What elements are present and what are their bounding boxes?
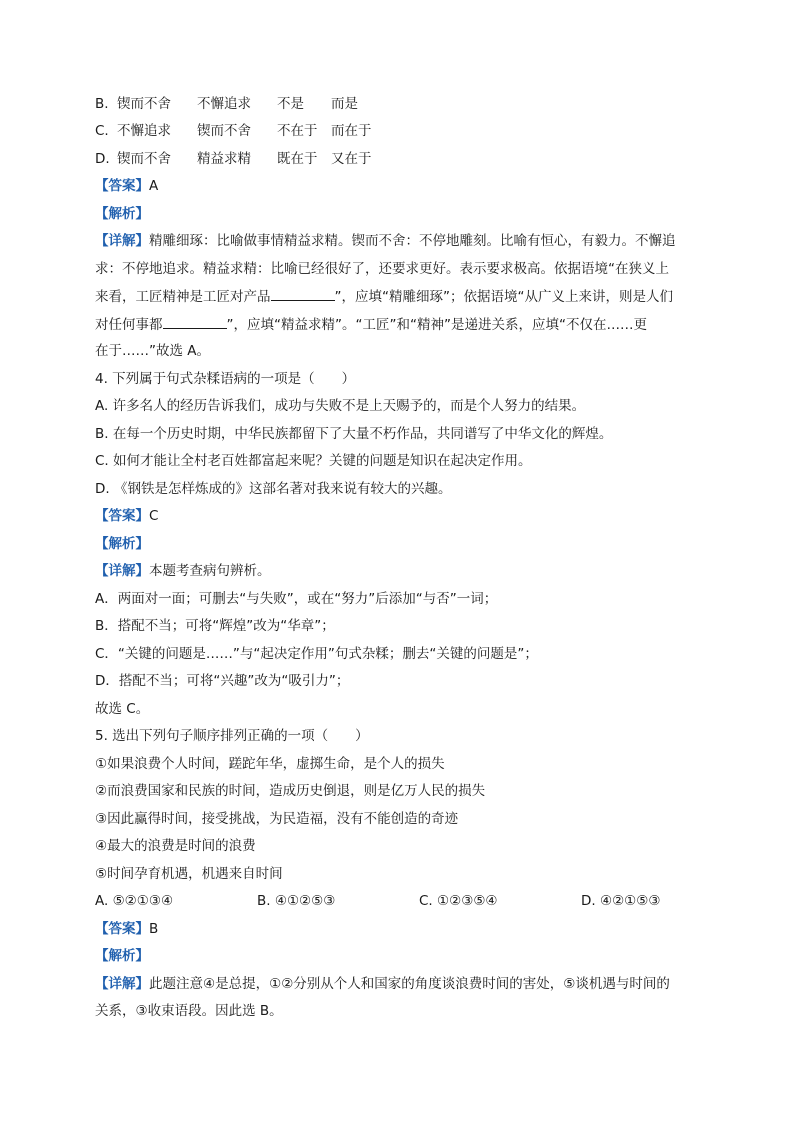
q5-sentence-3: ③因此赢得时间，接受挑战，为民造福，没有不能创造的奇迹	[95, 811, 459, 827]
answer-tag: 【答案】	[95, 178, 149, 194]
q5-option-a: A. ⑤②①③④	[95, 893, 174, 909]
q5-stem: 5. 选出下列句子顺序排列正确的一项（ ）	[95, 728, 369, 744]
q4-option-b: B. 在每一个历史时期，中华民族都留下了大量不朽作品，共同谱写了中华文化的辉煌。	[95, 426, 613, 442]
q3-detail-line-1: 【详解】精雕细琢：比喻做事情精益求精。锲而不舍：不停地雕刻。比喻有恒心，有毅力。不懈追	[95, 233, 676, 249]
q5-option-b: B. ④①②⑤③	[257, 893, 336, 909]
q5-sentence-4: ④最大的浪费是时间的浪费	[95, 838, 256, 854]
q3-option-c: C. 不懈追求 锲而不舍 不在于 而在于	[95, 123, 372, 139]
q4-detail-b: B．搭配不当；可将“辉煌”改为“华章”；	[95, 618, 335, 634]
q4-detail-d: D．搭配不当；可将“兴趣”改为“吸引力”；	[95, 673, 350, 689]
q5-option-c: C. ①②③⑤④	[419, 893, 498, 909]
q3-detail-line-2: 求：不停地追求。精益求精：比喻已经很好了，还要求更好。表示要求极高。依据语境“在狭义上	[95, 261, 669, 277]
q4-detail-intro: 【详解】本题考查病句辨析。	[95, 563, 271, 579]
q5-answer: 【答案】B	[95, 921, 159, 937]
q3-analysis-heading: 【解析】	[95, 206, 149, 222]
q4-conclusion: 故选 C。	[95, 701, 150, 717]
q5-analysis-heading: 【解析】	[95, 948, 149, 964]
fill-blank	[271, 286, 335, 301]
q4-detail-a: A．两面对一面；可删去“与失败”，或在“努力”后添加“与否”一词；	[95, 591, 498, 607]
detail-tag: 【详解】	[95, 563, 149, 579]
q4-stem: 4. 下列属于句式杂糅语病的一项是（ ）	[95, 371, 356, 387]
answer-tag: 【答案】	[95, 921, 149, 937]
q3-option-b: B. 锲而不舍 不懈追求 不是 而是	[95, 96, 358, 112]
q3-answer: 【答案】A	[95, 178, 159, 194]
q3-detail-line-4: 对任何事都 ”，应填“精益求精”。“工匠”和“精神”是递进关系，应填“不仅在……更	[95, 314, 715, 335]
q5-options	[95, 891, 715, 911]
fill-blank	[163, 314, 227, 329]
q5-sentence-1: ①如果浪费个人时间，蹉跎年华，虚掷生命，是个人的损失	[95, 756, 445, 772]
q3-detail-line-5: 在于……”故选 A。	[95, 343, 211, 359]
detail-tag: 【详解】	[95, 233, 149, 249]
q5-sentence-5: ⑤时间孕育机遇，机遇来自时间	[95, 866, 283, 882]
q4-detail-c: C．“关键的问题是……”与“起决定作用”句式杂糅；删去“关键的问题是”；	[95, 646, 538, 662]
q5-option-d: D. ④②①⑤③	[581, 893, 661, 909]
q4-analysis-heading: 【解析】	[95, 536, 149, 552]
q3-option-d: D. 锲而不舍 精益求精 既在于 又在于	[95, 151, 372, 167]
q4-option-c: C. 如何才能让全村老百姓都富起来呢？关键的问题是知识在起决定作用。	[95, 453, 532, 469]
q3-detail-line-3: 来看，工匠精神是工匠对产品 ”，应填“精雕细琢”；依据语境“从广义上来讲，则是人们	[95, 286, 715, 307]
q4-option-a: A. 许多名人的经历告诉我们，成功与失败不是上天赐予的，而是个人努力的结果。	[95, 398, 586, 414]
q4-answer: 【答案】C	[95, 508, 159, 524]
q5-detail-line-1: 【详解】此题注意④是总提，①②分别从个人和国家的角度谈浪费时间的害处，⑤谈机遇与时间的	[95, 976, 670, 992]
q4-option-d: D. 《钢铁是怎样炼成的》这部名著对我来说有较大的兴趣。	[95, 481, 452, 497]
q5-sentence-2: ②而浪费国家和民族的时间，造成历史倒退，则是亿万人民的损失	[95, 783, 486, 799]
q5-detail-line-2: 关系，③收束语段。因此选 B。	[95, 1003, 283, 1019]
answer-tag: 【答案】	[95, 508, 149, 524]
detail-tag: 【详解】	[95, 976, 149, 992]
